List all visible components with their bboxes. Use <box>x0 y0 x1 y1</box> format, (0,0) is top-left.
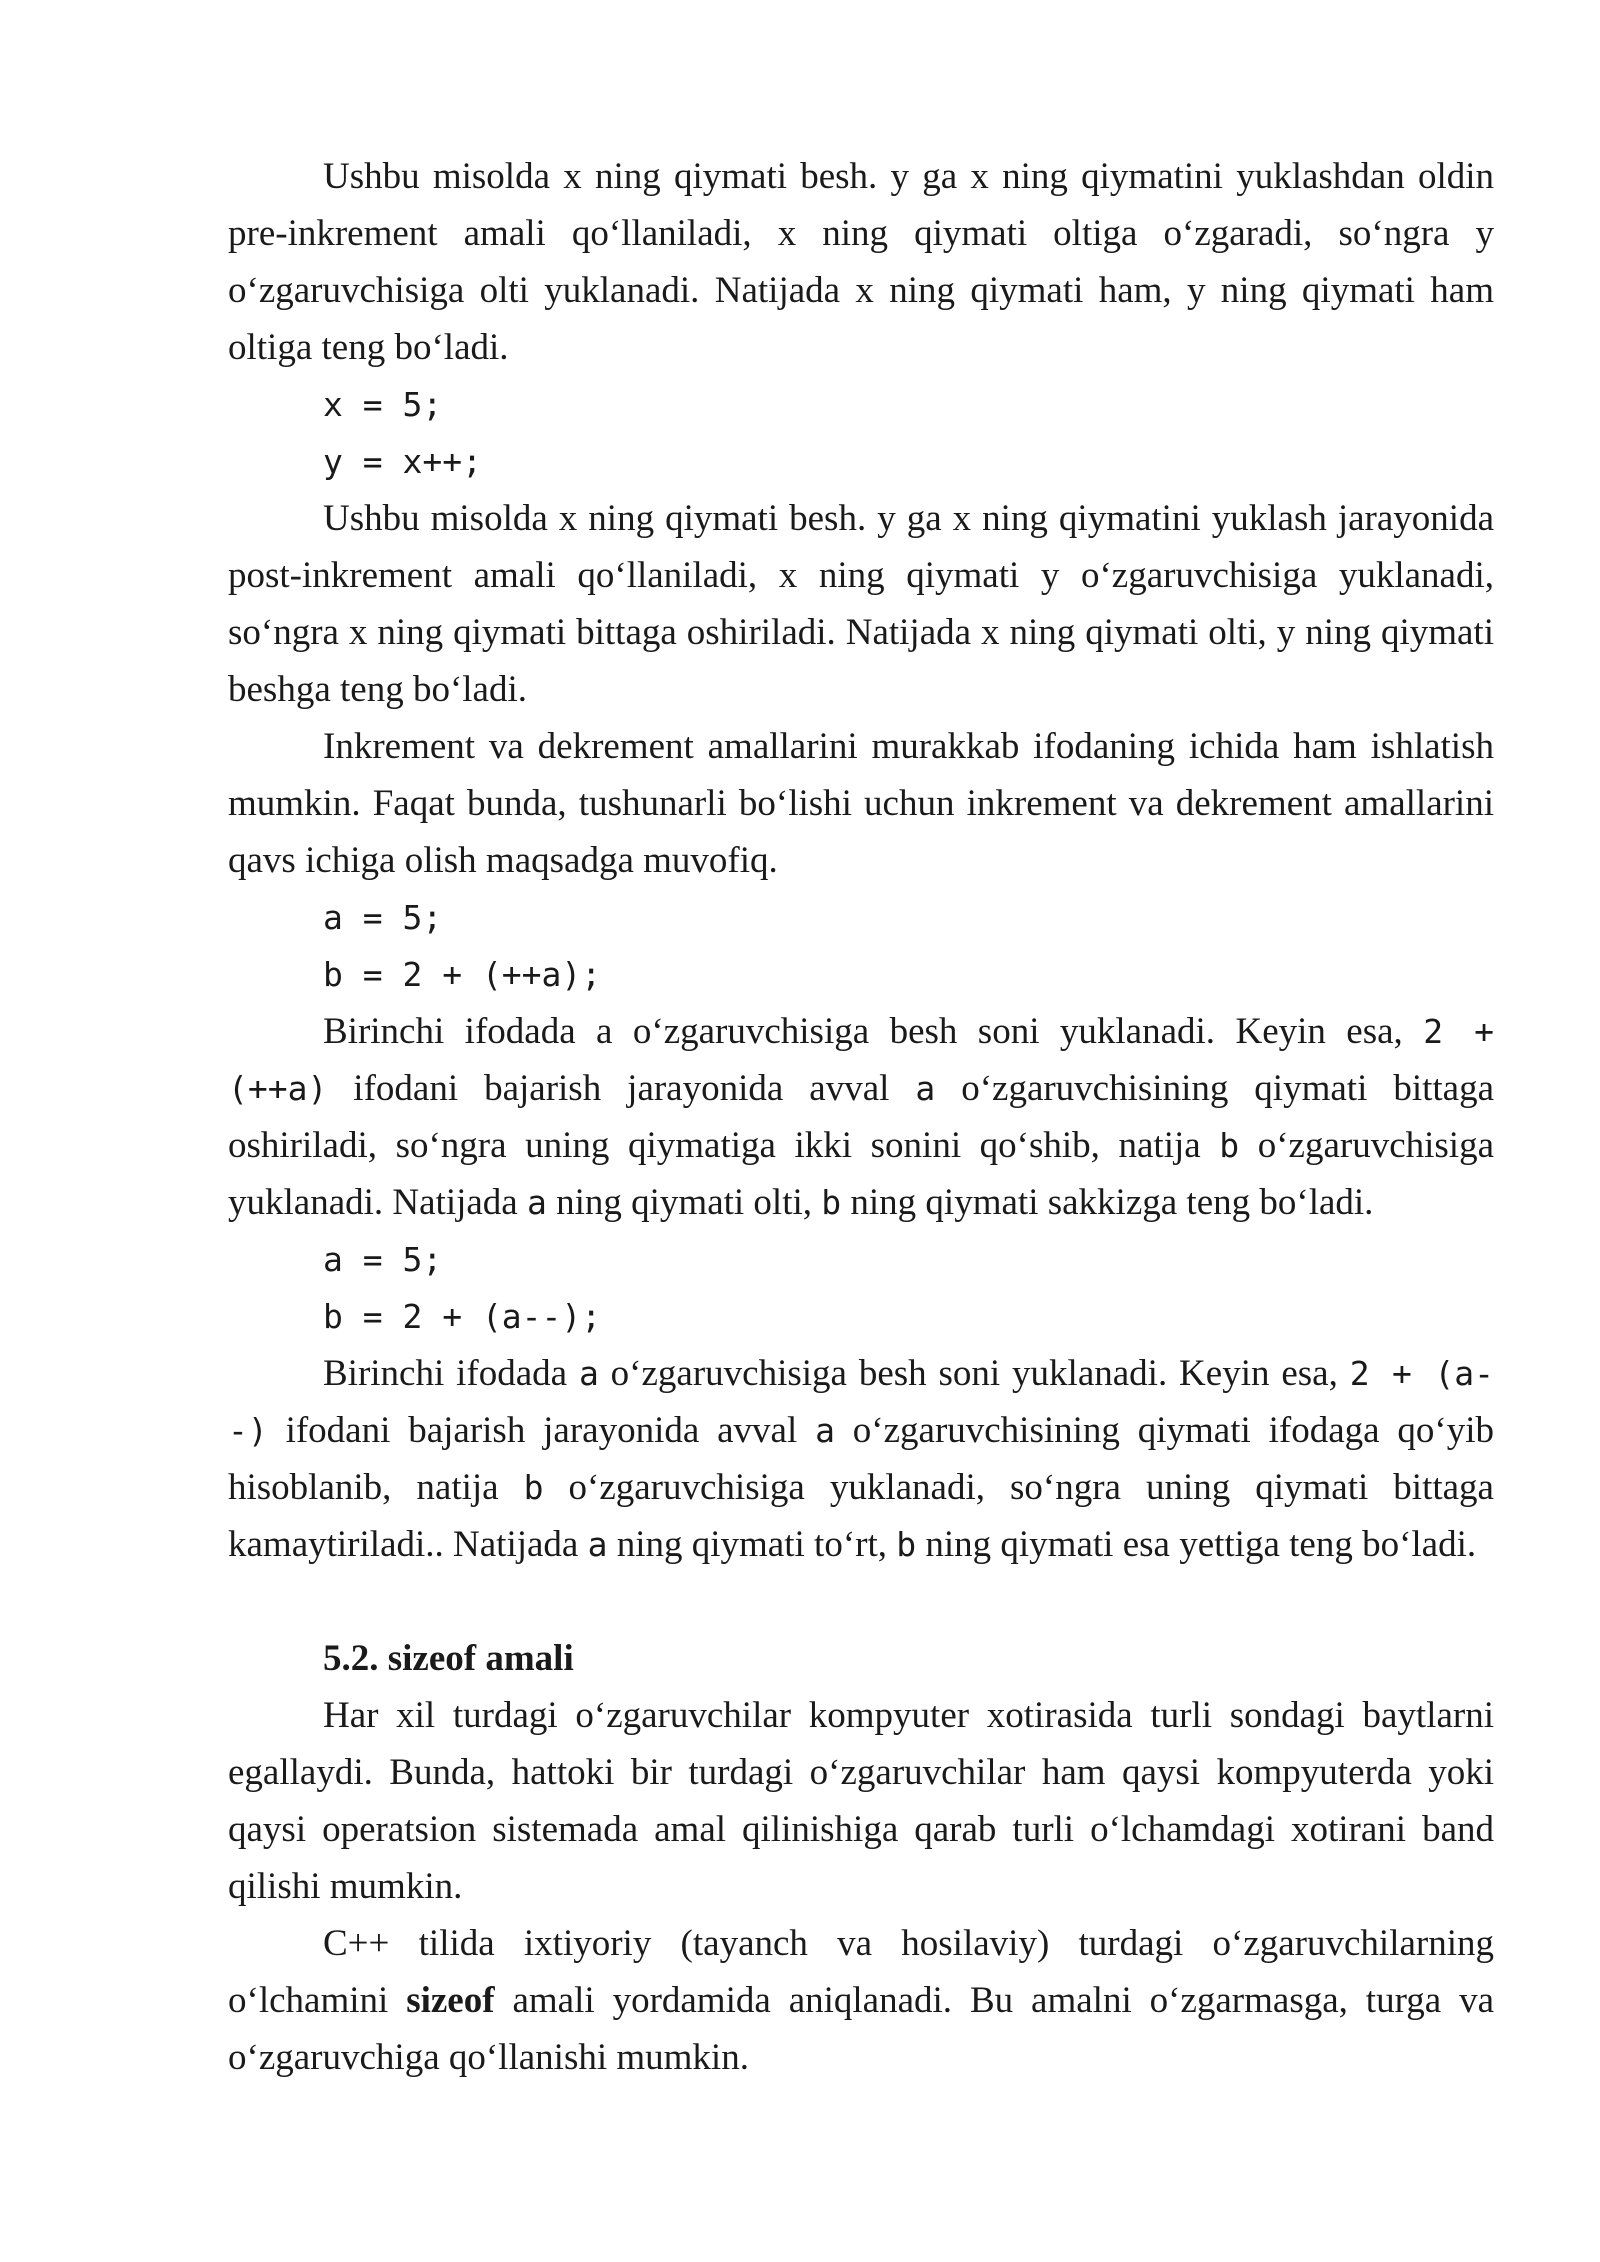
paragraph-postfix-example <box>228 1345 1494 1573</box>
inline-code: a <box>578 1354 599 1393</box>
text-span: Birinchi ifodada <box>323 1353 579 1394</box>
paragraph-memory-sizes: Har xil turdagi o‘zgaruvchilar kompyuter xotirasida turli sondagi baytlarni egallaydi. Bunda, hattoki bir turdagi o‘zgaruvchilar ham qaysi kompyuterda yoki qaysi operatsion sistemada amal qilinishiga qarab turli o‘lchamdagi xotirani band qilishi mumkin. <box>228 1695 1494 1907</box>
code-line: y = x++; <box>323 442 482 481</box>
paragraph-prefix-example <box>228 1003 1494 1231</box>
paragraph-post-increment: Ushbu misolda x ning qiymati besh. y ga x ning qiymatini yuklash jarayonida post-inkrement amali qo‘llaniladi, x ning qiymati y o‘zgaruvchisiga yuklanadi, so‘ngra x ning qiymati bittaga oshiriladi. Natijada x ning qiymati olti, y ning qiymati beshga teng bo‘ladi. <box>228 498 1494 710</box>
text-span: o‘zgaruvchisining qiymati ifodaga qo‘yib hisoblanib, natija <box>228 1410 1494 1508</box>
text-span: o‘zgaruvchisining qiymati bittaga oshiriladi, so‘ngra uning qiymatiga ikki sonini qo‘shib, natija <box>228 1068 1494 1166</box>
inline-code: b <box>1219 1126 1240 1165</box>
code-line: b = 2 + (++a); <box>323 955 602 994</box>
inline-code: b <box>821 1183 842 1222</box>
text-span: ifodani bajarish jarayonida avval <box>327 1068 916 1109</box>
inline-code: b <box>896 1525 917 1564</box>
text-span: Birinchi ifodada a o‘zgaruvchisiga besh soni yuklanadi. Keyin esa, <box>323 1011 1424 1052</box>
text-span: ning qiymati to‘rt, <box>607 1524 897 1565</box>
code-line: a = 5; <box>323 1240 443 1279</box>
text-span: ning qiymati olti, <box>546 1182 822 1223</box>
code-line: x = 5; <box>323 385 443 424</box>
code-line: b = 2 + (a--); <box>323 1297 602 1336</box>
section-heading: 5.2. sizeof amali <box>323 1638 574 1679</box>
paragraph-complex-expressions: Inkrement va dekrement amallarini murakkab ifodaning ichida ham ishlatish mumkin. Faqat bunda, tushunarli bo‘lishi uchun inkrement va dekrement amallarini qavs ichiga olish maqsadga muvofiq. <box>228 726 1494 881</box>
spacer <box>228 1573 1494 1630</box>
document-page <box>228 148 1494 2086</box>
inline-code: a <box>526 1183 547 1222</box>
inline-code: a <box>815 1411 835 1450</box>
text-span: o‘zgaruvchisiga yuklanadi. Natijada <box>228 1125 1495 1223</box>
code-line: a = 5; <box>323 898 443 937</box>
text-span: C++ tilida ixtiyoriy (tayanch va hosilaviy) turdagi o‘zgaruvchilarning o‘lchamini <box>228 1923 1494 2021</box>
paragraph-sizeof <box>228 1915 1494 2086</box>
inline-code: 2 + (a--) <box>228 1354 1494 1450</box>
text-span: o‘zgaruvchisiga besh soni yuklanadi. Keyin esa, <box>598 1353 1350 1394</box>
paragraph-pre-increment: Ushbu misolda x ning qiymati besh. y ga x ning qiymatini yuklashdan oldin pre-inkrement amali qo‘llaniladi, x ning qiymati oltiga o‘zgaradi, so‘ngra y o‘zgaruvchisiga olti yuklanadi. Natijada x ning qiymati ham, y ning qiymati ham oltiga teng bo‘ladi. <box>228 156 1494 368</box>
text-span: ning qiymati sakkizga teng bo‘ladi. <box>841 1182 1374 1223</box>
inline-code: a <box>587 1525 608 1564</box>
text-span: o‘zgaruvchisiga yuklanadi, so‘ngra uning qiymati bittaga kamaytiriladi.. Natijada <box>228 1467 1494 1565</box>
inline-code: b <box>523 1468 544 1507</box>
bold-keyword: sizeof <box>406 1980 495 2021</box>
inline-code: a <box>915 1069 936 1108</box>
text-span: ning qiymati esa yettiga teng bo‘ladi. <box>916 1524 1477 1565</box>
text-span: amali yordamida aniqlanadi. Bu amalni o‘zgarmasga, turga va o‘zgaruvchiga qo‘llanishi mumkin. <box>228 1980 1494 2078</box>
inline-code: 2 + (++a) <box>228 1012 1494 1108</box>
text-span: ifodani bajarish jarayonida avval <box>267 1410 816 1451</box>
